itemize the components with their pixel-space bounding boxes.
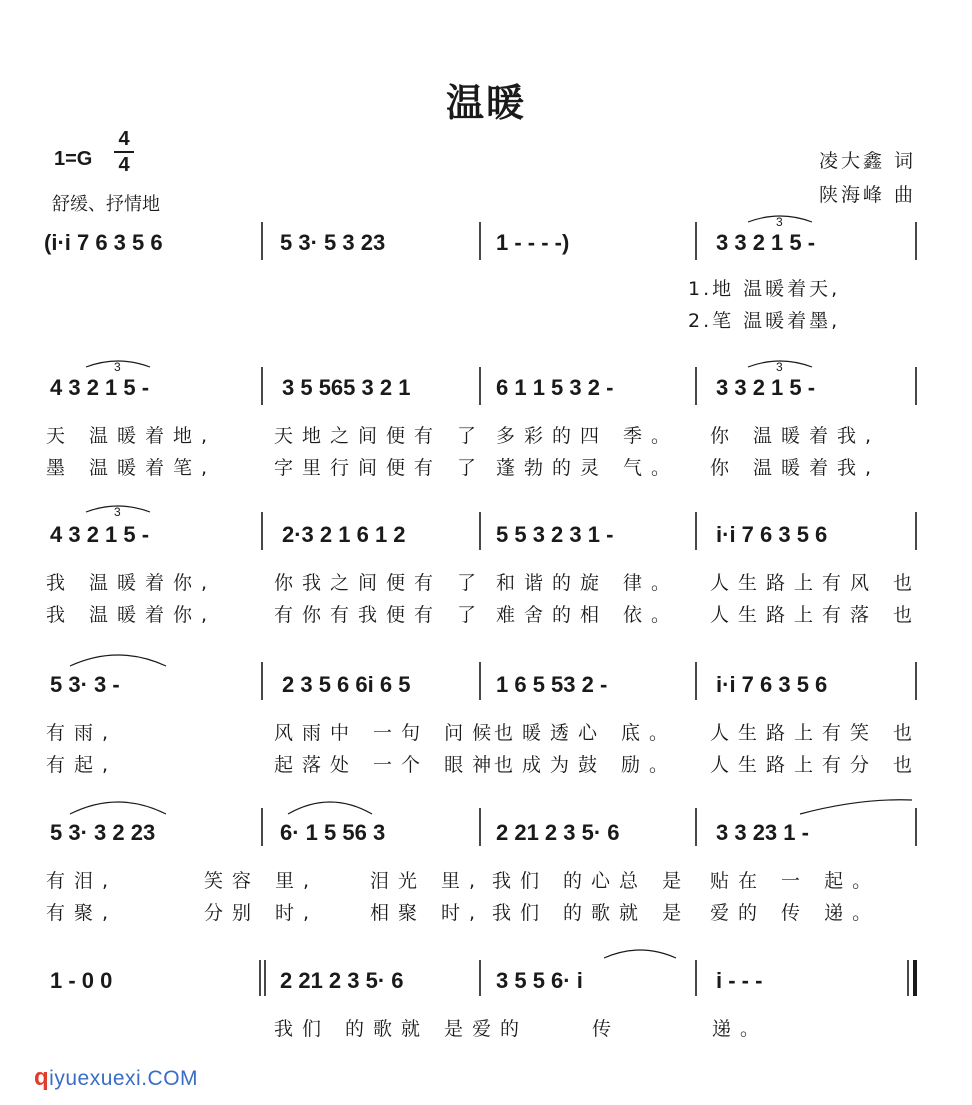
measure-notes: 1 - 0 0	[50, 968, 113, 993]
staff-5	[0, 794, 972, 854]
measure-notes: 2 3 5 6 6i 6 5	[282, 672, 411, 697]
measure-notes: 1 6 5 53 2 -	[496, 672, 608, 697]
system-4	[0, 648, 972, 778]
tie-slur	[288, 802, 372, 814]
watermark-q: q	[34, 1064, 50, 1091]
lyric-verse-1: 1.地 温暖着天,	[688, 278, 841, 300]
measure-notes: 3 5 565 3 2 1	[282, 375, 411, 400]
lyric-verse-2: 你 温暖着我,	[710, 457, 881, 479]
lyric-verse-1: 笑容 里,	[204, 870, 319, 892]
measure-notes: 6 1 1 5 3 2 -	[496, 375, 614, 400]
lyric-verse-1: 你我之间便有 了	[274, 572, 486, 594]
lyric-verse-1: 人生路上有风 也	[710, 572, 922, 594]
measure-notes: 2·3 2 1 6 1 2	[282, 522, 406, 547]
lyric-verse-2: 我们 的歌就 是	[492, 902, 691, 924]
measure-notes: 4 3 2 1 5 -	[50, 522, 150, 547]
lyric-verse-2: 分别 时,	[204, 902, 319, 924]
measure-notes: 6· 1 5 56 3	[280, 820, 386, 845]
lyric-coda: 我们 的歌就	[274, 1018, 430, 1040]
lyric-verse-2: 有你有我便有 了	[274, 604, 486, 626]
composer-credit: 陕海峰 曲	[818, 184, 916, 206]
lyric-verse-1: 人生路上有笑 也	[710, 722, 922, 744]
lyric-verse-1: 有雨,	[46, 722, 118, 744]
staff-6	[0, 938, 972, 1002]
measure-notes: i·i 7 6 3 5 6	[716, 672, 828, 697]
lyric-verse-2: 相聚 时,	[370, 902, 485, 924]
system-6	[0, 938, 972, 1048]
system-5	[0, 794, 972, 924]
system-1	[0, 212, 972, 342]
measure-notes: 3 3 2 1 5 -	[716, 230, 816, 255]
measure-notes: 5 3· 3 2 23	[50, 820, 156, 845]
measure-notes: 4 3 2 1 5 -	[50, 375, 150, 400]
tie-slur	[70, 802, 166, 814]
song-title: 温暖	[445, 81, 526, 125]
lyric-verse-2: 起落处 一个 眼神	[274, 754, 501, 776]
lyric-verse-1: 天地之间便有 了	[274, 425, 486, 447]
site-watermark	[34, 1064, 198, 1092]
lyric-verse-2: 我 温暖着你,	[46, 604, 217, 626]
measure-notes: 3 3 2 1 5 -	[716, 375, 816, 400]
lyric-coda: 递。	[712, 1018, 769, 1040]
lyric-verse-2: 人生路上有分 也	[710, 754, 922, 776]
lyric-verse-1: 贴在 一 起。	[710, 870, 881, 892]
time-signature-bottom: 4	[118, 154, 130, 176]
measure-notes: 5 3· 5 3 23	[280, 230, 386, 255]
staff-1	[0, 212, 972, 272]
measure-notes: 5 3· 3 -	[50, 672, 120, 697]
lyric-verse-1: 泪光 里,	[370, 870, 485, 892]
lyric-verse-2: 有聚,	[46, 902, 118, 924]
measure-notes: 3 3 23 1 -	[716, 820, 809, 845]
lyric-verse-1: 风雨中 一句 问候	[274, 722, 501, 744]
tie-slur	[604, 950, 676, 958]
measure-notes: (i·i 7 6 3 5 6	[44, 230, 163, 255]
triplet-mark: 3	[114, 360, 121, 374]
watermark-domain: iyuexuexi.COM	[49, 1067, 199, 1090]
lyric-coda: 传	[592, 1018, 621, 1040]
key-signature: 1=G	[54, 148, 93, 170]
measure-notes: i - - -	[716, 968, 763, 993]
measure-notes: i·i 7 6 3 5 6	[716, 522, 828, 547]
lyric-verse-1: 我们 的心总 是	[492, 870, 691, 892]
triplet-mark: 3	[776, 360, 783, 374]
lyric-verse-2: 蓬勃的灵 气。	[496, 457, 680, 479]
lyric-verse-2: 字里行间便有 了	[274, 457, 486, 479]
system-3	[0, 500, 972, 630]
lyricist-credit: 凌大鑫 词	[818, 150, 916, 172]
lyric-verse-2: 2.笔 温暖着墨,	[688, 310, 841, 332]
time-signature-bar	[114, 151, 134, 153]
measure-notes: 1 - - - -)	[496, 230, 570, 255]
lyric-verse-1: 我 温暖着你,	[46, 572, 217, 594]
lyric-verse-2: 人生路上有落 也	[710, 604, 922, 626]
tie-slur	[70, 655, 166, 666]
lyric-coda: 是爱的	[444, 1018, 529, 1040]
lyric-verse-2: 爱的 传 递。	[710, 902, 881, 924]
lyric-verse-1: 天 温暖着地,	[46, 425, 217, 447]
tie-slur	[800, 800, 912, 814]
staff-3	[0, 500, 972, 560]
triplet-mark: 3	[114, 505, 121, 519]
final-barline	[913, 960, 917, 996]
system-2	[0, 355, 972, 485]
lyric-verse-1: 和谐的旋 律。	[496, 572, 680, 594]
measure-notes: 2 21 2 3 5· 6	[496, 820, 620, 845]
lyric-verse-2: 有起,	[46, 754, 118, 776]
staff-2	[0, 355, 972, 415]
measure-notes: 2 21 2 3 5· 6	[280, 968, 404, 993]
time-signature	[114, 128, 134, 176]
lyric-verse-1: 也暖透心 底。	[494, 722, 678, 744]
measure-notes: 5 5 3 2 3 1 -	[496, 522, 614, 547]
staff-4	[0, 648, 972, 708]
time-signature-top: 4	[118, 128, 130, 150]
measure-notes: 3 5 5 6· i	[496, 968, 583, 993]
lyric-verse-2: 墨 温暖着笔,	[46, 457, 217, 479]
triplet-mark: 3	[776, 215, 783, 229]
lyric-verse-1: 多彩的四 季。	[496, 425, 680, 447]
lyric-verse-1: 有泪,	[46, 870, 118, 892]
lyric-verse-2: 也成为鼓 励。	[494, 754, 678, 776]
lyric-verse-1: 你 温暖着我,	[710, 425, 881, 447]
lyric-verse-2: 难舍的相 依。	[496, 604, 680, 626]
tempo-marking: 舒缓、抒情地	[52, 194, 160, 215]
